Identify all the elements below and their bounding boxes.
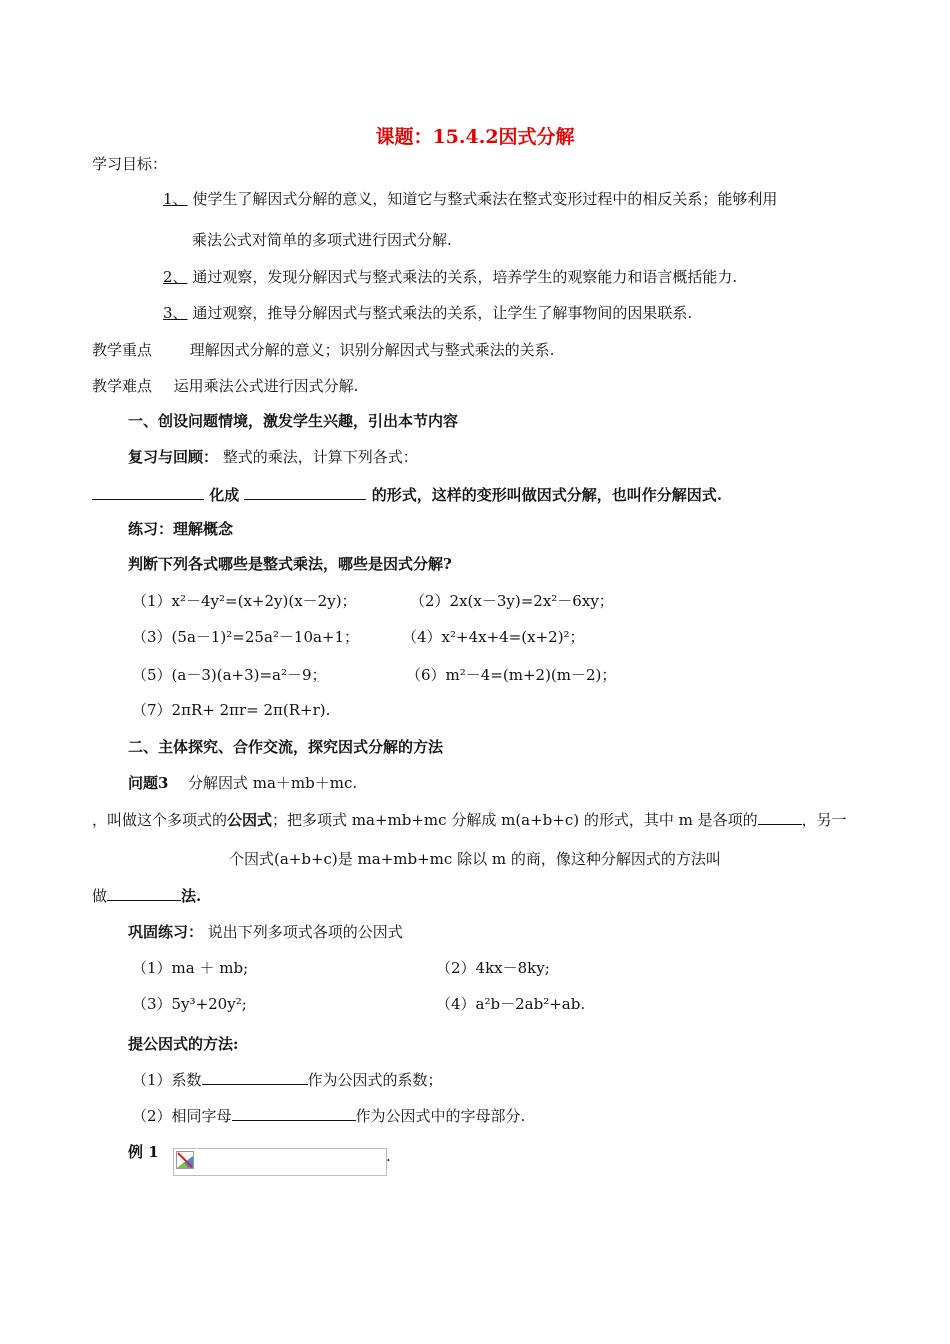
- cons-item-3: （3）5y³+20y²;: [132, 995, 247, 1013]
- exercise-6: （6）m²－4=(m+2)(m－2)；: [406, 666, 617, 684]
- method-2: [132, 1104, 525, 1127]
- exercise-7: （7）2πR+ 2πr= 2π(R+r).: [132, 701, 331, 719]
- problem-3-text: 分解因式 ma＋mb＋mc.: [188, 774, 358, 792]
- key-point-text: 理解因式分解的意义；识别分解因式与整式乘法的关系.: [189, 341, 555, 359]
- goal-2: [163, 266, 737, 288]
- common-factor-p3: ，另一: [801, 811, 847, 829]
- common-factor-p2: ；把多项式 ma+mb+mc 分解成 m(a+b+c) 的形式，其中 m 是各项的: [272, 811, 758, 829]
- exercise-3: （3）(5a－1)²=25a²－10a+1；: [132, 628, 360, 646]
- practice-label: 练习：理解概念: [128, 520, 234, 538]
- common-factor-line3a: 做: [92, 887, 108, 905]
- common-factor-line-1: [92, 808, 847, 831]
- review: [128, 446, 418, 468]
- problem-3-label: 问题3: [128, 774, 169, 792]
- common-factor-p1: ，叫做这个多项式的: [92, 811, 228, 829]
- page-title: 课题：15.4.2因式分解: [375, 126, 575, 148]
- goal-1: [163, 188, 777, 210]
- blank-6: [232, 1104, 356, 1121]
- goal-3-text: 通过观察，推导分解因式与整式乘法的关系，让学生了解事物间的因果联系.: [192, 304, 693, 322]
- method-2-a: （2）相同字母: [132, 1107, 232, 1125]
- goal-2-number: 2、: [163, 268, 188, 286]
- method-2-b: 作为公因式中的字母部分.: [355, 1107, 526, 1125]
- goal-3-number: 3、: [163, 304, 188, 322]
- example-label: 例 1: [128, 1143, 159, 1161]
- consolidate-text: 说出下列多项式各项的公因式: [207, 923, 403, 941]
- example-end: .: [386, 1147, 391, 1165]
- section-1-heading: 一、创设问题情境，激发学生兴趣，引出本节内容: [128, 412, 459, 430]
- common-factor-line-2: 个因式(a+b+c)是 ma+mb+mc 除以 m 的商，像这种分解因式的方法叫: [229, 850, 721, 868]
- exercise-5: （5）(a－3)(a+3)=a²－9；: [132, 666, 327, 684]
- definition-end: 的形式，这样的变形叫做因式分解，也叫作分解因式.: [371, 486, 722, 504]
- goal-1-text: 使学生了解因式分解的意义，知道它与整式乘法在整式变形过程中的相反关系；能够利用: [192, 190, 778, 208]
- goal-2-text: 通过观察，发现分解因式与整式乘法的关系，培养学生的观察能力和语言概括能力.: [192, 268, 738, 286]
- exercise-1: （1）x²－4y²=(x+2y)(x－2y)；: [132, 592, 357, 610]
- consolidate-label: 巩固练习：: [128, 923, 204, 941]
- goals-label: 学习目标：: [92, 155, 168, 173]
- method-1-a: （1）系数: [132, 1071, 202, 1089]
- common-factor-line-3: [92, 884, 201, 907]
- blank-2: [244, 483, 366, 500]
- method-1: [132, 1068, 443, 1091]
- difficulty-label: 教学难点: [92, 377, 153, 395]
- common-factor-term: 公因式: [227, 811, 273, 829]
- exercise-2: （2）2x(x－3y)=2x²－6xy；: [410, 592, 614, 610]
- blank-3: [758, 808, 802, 825]
- common-factor-line3b: 法.: [181, 887, 202, 905]
- cons-item-1: （1）ma ＋ mb;: [132, 959, 249, 977]
- key-point-label: 教学重点: [92, 341, 153, 359]
- method-label: 提公因式的方法:: [128, 1035, 239, 1053]
- definition-line: [92, 483, 722, 506]
- blank-4: [107, 884, 181, 901]
- review-text: 整式的乘法，计算下列各式：: [222, 448, 418, 466]
- exercise-4: （4）x²+4x+4=(x+2)²；: [402, 628, 585, 646]
- cons-item-2: （2）4kx－8ky;: [436, 959, 550, 977]
- section-2-heading: 二、主体探究、合作交流，探究因式分解的方法: [128, 738, 444, 756]
- goal-3: [163, 302, 692, 324]
- difficulty-text: 运用乘法公式进行因式分解.: [173, 377, 359, 395]
- problem-3: [128, 772, 357, 794]
- broken-image-placeholder: [173, 1148, 387, 1176]
- cons-item-4: （4）a²b－2ab²+ab.: [436, 995, 586, 1013]
- blank-5: [202, 1068, 308, 1085]
- goal-1-continued: 乘法公式对简单的多项式进行因式分解.: [192, 231, 452, 249]
- goal-1-number: 1、: [163, 190, 188, 208]
- broken-image-icon: [176, 1151, 194, 1169]
- key-point: [92, 339, 554, 361]
- difficulty: [92, 375, 358, 397]
- blank-1: [92, 483, 204, 500]
- definition-mid: 化成: [209, 486, 240, 504]
- method-1-b: 作为公因式的系数；: [307, 1071, 443, 1089]
- review-label: 复习与回顾：: [128, 448, 219, 466]
- judge-prompt: 判断下列各式哪些是整式乘法，哪些是因式分解?: [128, 555, 452, 573]
- consolidate: [128, 921, 403, 943]
